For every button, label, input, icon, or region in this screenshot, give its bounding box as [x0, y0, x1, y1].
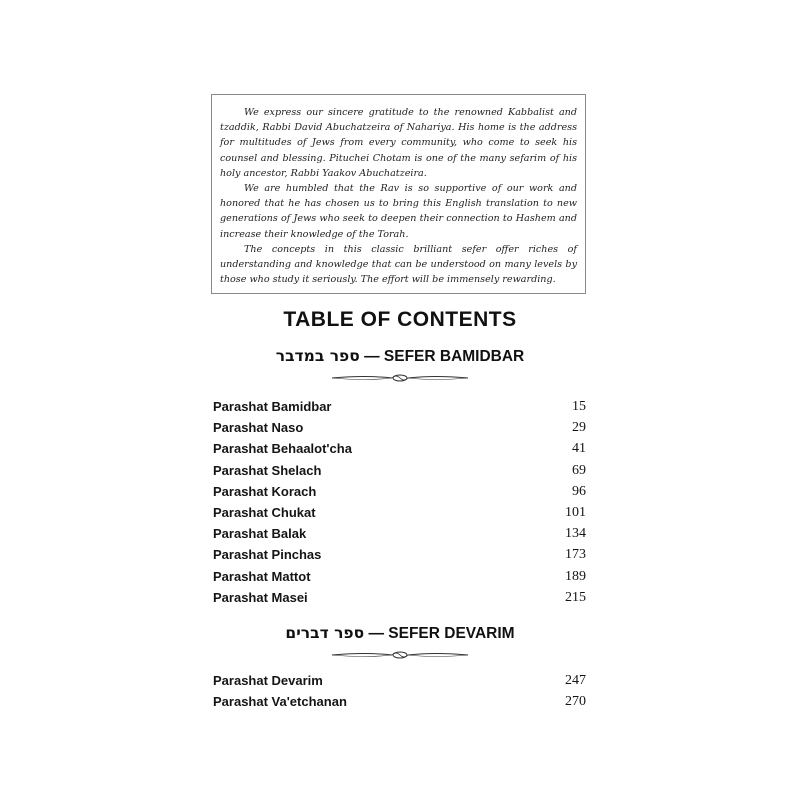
- toc-entry-page: 69: [572, 462, 586, 478]
- ornament-divider-icon: [330, 650, 470, 660]
- toc-entry-page: 189: [565, 568, 586, 584]
- toc-entry[interactable]: [213, 670, 586, 691]
- section-hebrew-title: ספר דברים: [285, 624, 365, 642]
- toc-entry-page: 247: [565, 673, 586, 688]
- toc-entry-page: 15: [572, 399, 586, 414]
- section-english-title: SEFER BAMIDBAR: [383, 348, 525, 365]
- toc-entry-name: Parashat Devarim: [213, 673, 323, 688]
- toc-entry[interactable]: [213, 396, 586, 417]
- toc-list-bamidbar: [213, 396, 586, 608]
- toc-entry-page: 215: [565, 589, 586, 605]
- toc-entry-name: Parashat Korach: [213, 483, 317, 499]
- toc-title: TABLE OF CONTENTS: [283, 308, 517, 331]
- acknowledgement-box: [211, 94, 586, 294]
- intro-paragraph: We express our sincere gratitude to the renowned Kabbalist and tzaddik, Rabbi David Abuchatzeira of Nahariya. His home is the address for multitudes of Jews from every community, who come to seek his counsel and blessing. Pituchei Chotam is one of the many sefarim of his holy ancestor, Rabbi Yaakov Abuchatzeira.: [220, 107, 577, 179]
- toc-entry-page: 96: [572, 483, 586, 499]
- section-heading-devarim: [0, 624, 800, 643]
- toc-entry-page: 173: [565, 547, 586, 563]
- intro-paragraph: We are humbled that the Rav is so supportive of our work and honored that he has chosen us to bring this English translation to new generations of Jews who seek to deepen their connection to Hashem and increase their knowledge of the Torah.: [220, 183, 577, 240]
- toc-entry[interactable]: [213, 460, 586, 481]
- toc-entry-name: Parashat Va'etchanan: [213, 694, 347, 710]
- toc-entry-page: 29: [572, 420, 586, 436]
- toc-entry-name: Parashat Balak: [213, 526, 307, 542]
- toc-entry-name: Parashat Naso: [213, 420, 304, 436]
- toc-entry[interactable]: [213, 502, 586, 523]
- toc-entry-name: Parashat Masei: [213, 589, 308, 605]
- toc-entry[interactable]: [213, 544, 586, 565]
- toc-entry-page: 101: [565, 504, 586, 520]
- toc-list-devarim: [213, 670, 586, 712]
- toc-entry-name: Parashat Behaalot'cha: [213, 441, 352, 457]
- toc-entry[interactable]: [213, 691, 586, 712]
- toc-entry-page: 41: [572, 441, 586, 457]
- ornament-divider-icon: [330, 373, 470, 383]
- section-heading-bamidbar: [0, 347, 800, 366]
- toc-entry-name: Parashat Mattot: [213, 568, 311, 584]
- toc-entry[interactable]: [213, 417, 586, 438]
- toc-entry-page: 270: [565, 694, 586, 710]
- section-dash: —: [359, 348, 384, 365]
- intro-paragraph: The concepts in this classic brilliant sefer offer riches of understanding and knowledge that can be understood on many levels by those who study it seriously. The effort will be immensely rewarding.: [220, 243, 577, 286]
- toc-entry[interactable]: [213, 566, 586, 587]
- toc-entry-name: Parashat Bamidbar: [213, 399, 332, 414]
- toc-entry-page: 134: [565, 526, 586, 542]
- section-dash: —: [364, 625, 389, 642]
- toc-entry[interactable]: [213, 523, 586, 544]
- toc-entry-name: Parashat Pinchas: [213, 547, 322, 563]
- toc-entry-name: Parashat Chukat: [213, 504, 316, 520]
- toc-entry[interactable]: [213, 587, 586, 608]
- section-english-title: SEFER DEVARIM: [388, 625, 515, 642]
- toc-entry[interactable]: [213, 438, 586, 459]
- toc-entry-name: Parashat Shelach: [213, 462, 322, 478]
- section-hebrew-title: ספר במדבר: [275, 347, 360, 365]
- toc-entry[interactable]: [213, 481, 586, 502]
